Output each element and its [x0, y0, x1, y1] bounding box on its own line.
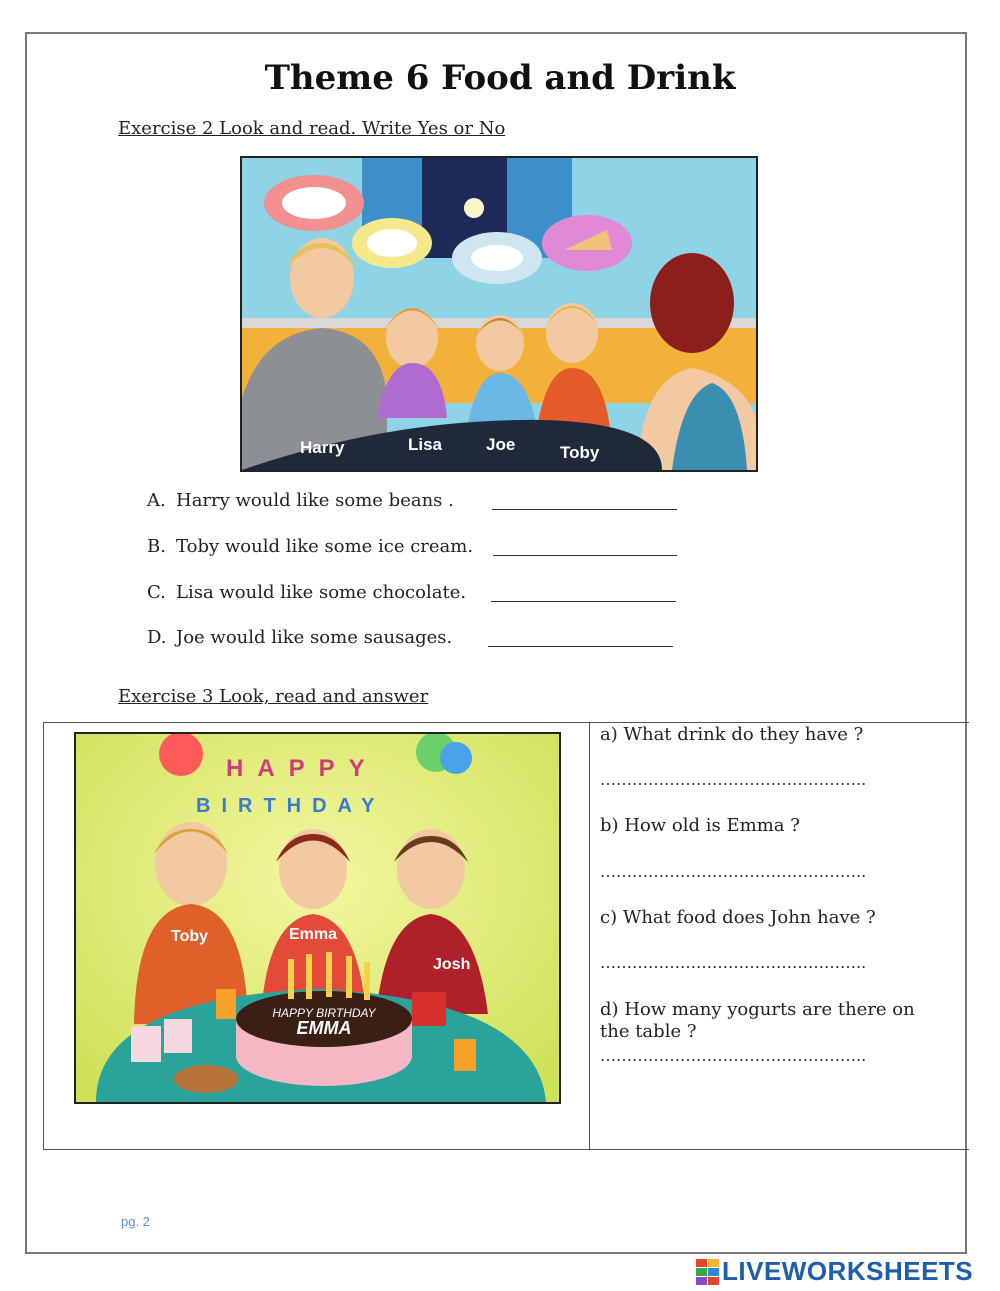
question-d — [147, 627, 452, 648]
table-divider — [589, 723, 590, 1149]
table-left-border — [43, 723, 44, 1149]
ex3-answer-line-b[interactable]: ………………………………………….. — [600, 862, 867, 881]
name-label-joe: Joe — [486, 435, 516, 454]
liveworksheets-blocks-icon — [696, 1259, 720, 1285]
party-name-josh: Josh — [433, 956, 471, 973]
ex3-answer-line-d[interactable]: ………………………………………….. — [600, 1046, 867, 1065]
cake-text-emma: EMMA — [296, 1018, 352, 1038]
name-label-toby: Toby — [560, 443, 600, 462]
name-label-lisa: Lisa — [408, 435, 443, 454]
liveworksheets-wordmark: LIVEWORKSHEETS — [722, 1256, 974, 1286]
exercise2-heading: Exercise 2 Look and read. Write Yes or No — [118, 118, 506, 139]
question-text: Lisa would like some chocolate. — [176, 582, 467, 603]
birthday-party-picture — [74, 732, 561, 1104]
answer-blank-c[interactable] — [491, 601, 676, 602]
party-name-toby: Toby — [171, 928, 209, 945]
ex3-question-c: c) What food does John have ? — [600, 907, 876, 928]
question-text: Joe would like some sausages. — [176, 627, 453, 648]
question-b — [147, 536, 473, 557]
ex3-question-b: b) How old is Emma ? — [600, 815, 800, 836]
question-letter: C. — [147, 582, 166, 603]
question-a — [147, 490, 454, 511]
exercise3-heading: Exercise 3 Look, read and answer — [118, 686, 429, 707]
party-name-emma: Emma — [289, 926, 338, 943]
name-label-harry: Harry — [300, 438, 345, 457]
ex3-answer-line-c[interactable]: ………………………………………….. — [600, 953, 867, 972]
question-letter: D. — [147, 627, 167, 648]
ex3-question-a: a) What drink do they have ? — [600, 724, 864, 745]
question-text: Toby would like some ice cream. — [176, 536, 474, 557]
ex3-answer-line-a[interactable]: ………………………………………….. — [600, 770, 867, 789]
page-number: pg. 2 — [121, 1214, 150, 1229]
cake-text-happy-birthday: HAPPY BIRTHDAY — [272, 1006, 376, 1020]
answer-blank-d[interactable] — [488, 646, 673, 647]
question-letter: A. — [147, 490, 166, 511]
question-text: Harry would like some beans . — [176, 490, 454, 511]
banner-happy: HAPPY — [226, 755, 379, 782]
banner-birthday: BIRTHDAY — [196, 795, 386, 817]
answer-blank-a[interactable] — [492, 509, 677, 510]
ex3-question-d: d) How many yogurts are there on the table ? — [600, 999, 915, 1042]
answer-blank-b[interactable] — [493, 555, 677, 556]
question-c — [147, 582, 466, 603]
question-letter: B. — [147, 536, 166, 557]
family-kitchen-picture — [240, 156, 758, 472]
page-title: Theme 6 Food and Drink — [264, 58, 736, 98]
liveworksheets-logo[interactable] — [696, 1256, 973, 1287]
